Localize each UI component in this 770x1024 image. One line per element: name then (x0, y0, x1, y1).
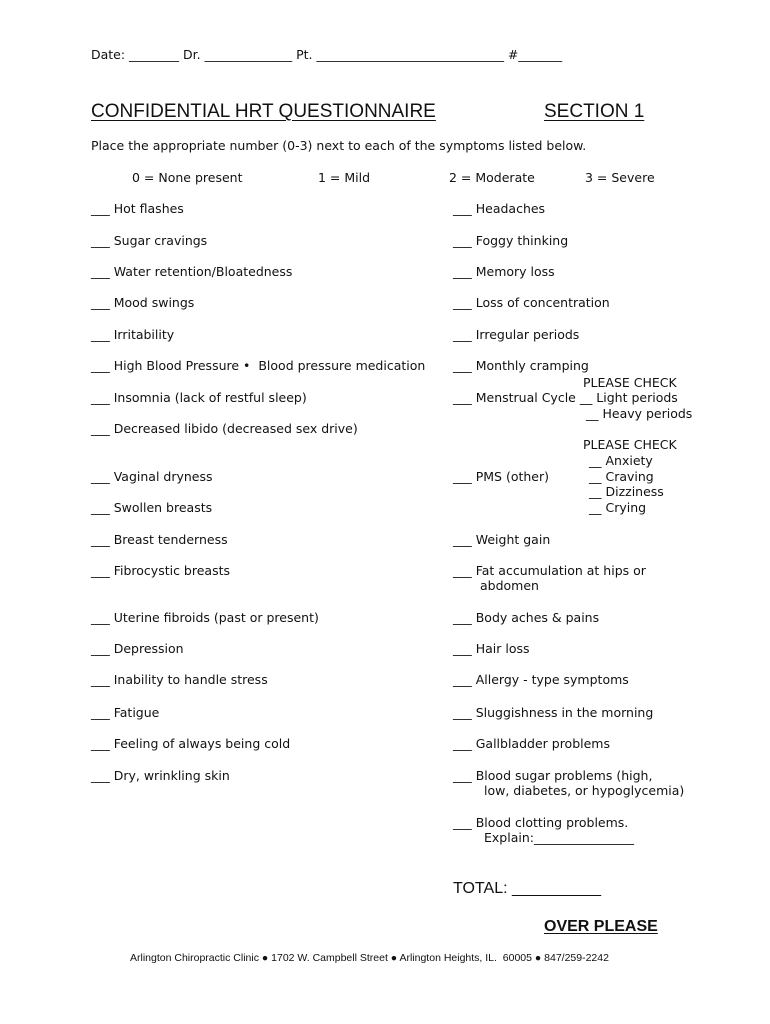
symptom-memory-loss[interactable]: ___ Memory loss (453, 264, 555, 279)
symptom-blood-sugar[interactable]: ___ Blood sugar problems (high, (453, 768, 653, 783)
scale-severe: 3 = Severe (585, 170, 655, 185)
symptom-fat-accumulation[interactable]: ___ Fat accumulation at hips or (453, 563, 646, 578)
option-heavy-periods[interactable]: __ Heavy periods (586, 406, 693, 421)
option-anxiety[interactable]: __ Anxiety (589, 453, 653, 468)
symptom-loss-of-concentration[interactable]: ___ Loss of concentration (453, 295, 610, 310)
symptom-insomnia[interactable]: ___ Insomnia (lack of restful sleep) (91, 390, 307, 405)
symptom-fibrocystic-breasts[interactable]: ___ Fibrocystic breasts (91, 563, 231, 578)
symptom-hot-flashes[interactable]: ___ Hot flashes (91, 201, 184, 216)
header-fields-line: Date: ________ Dr. ______________ Pt. ______________________________ #_______ (91, 47, 563, 62)
symptom-vaginal-dryness[interactable]: ___ Vaginal dryness (91, 469, 213, 484)
symptom-fat-accumulation-cont: abdomen (480, 578, 539, 593)
symptom-water-retention[interactable]: ___ Water retention/Bloatedness (91, 264, 293, 279)
symptom-breast-tenderness[interactable]: ___ Breast tenderness (91, 532, 228, 547)
symptom-dry-skin[interactable]: ___ Dry, wrinkling skin (91, 768, 230, 783)
over-please-note: OVER PLEASE (544, 918, 658, 935)
symptom-body-aches[interactable]: ___ Body aches & pains (453, 610, 600, 625)
symptom-irritability[interactable]: ___ Irritability (91, 327, 175, 342)
section-title: SECTION 1 (544, 101, 645, 122)
please-check-label: PLEASE CHECK (583, 375, 677, 390)
scale-none: 0 = None present (132, 170, 243, 185)
option-craving[interactable]: __ Craving (589, 469, 654, 484)
symptom-gallbladder[interactable]: ___ Gallbladder problems (453, 736, 610, 751)
symptom-fatigue[interactable]: ___ Fatigue (91, 705, 160, 720)
symptom-blood-sugar-cont: low, diabetes, or hypoglycemia) (484, 783, 685, 798)
symptom-blood-clotting[interactable]: ___ Blood clotting problems. (453, 815, 629, 830)
symptom-high-blood-pressure[interactable]: ___ High Blood Pressure • Blood pressure medication (91, 358, 426, 373)
option-crying[interactable]: __ Crying (589, 500, 647, 515)
explain-field[interactable]: Explain:________________ (484, 830, 634, 845)
symptom-allergy[interactable]: ___ Allergy - type symptoms (453, 672, 629, 687)
symptom-sugar-cravings[interactable]: ___ Sugar cravings (91, 233, 208, 248)
symptom-swollen-breasts[interactable]: ___ Swollen breasts (91, 500, 213, 515)
scale-moderate: 2 = Moderate (449, 170, 535, 185)
symptom-weight-gain[interactable]: ___ Weight gain (453, 532, 551, 547)
symptom-uterine-fibroids[interactable]: ___ Uterine fibroids (past or present) (91, 610, 319, 625)
symptom-pms[interactable]: ___ PMS (other) (453, 469, 550, 484)
page-title: CONFIDENTIAL HRT QUESTIONNAIRE (91, 101, 436, 122)
instructions-text: Place the appropriate number (0-3) next to each of the symptoms listed below. (91, 138, 587, 153)
please-check-label: PLEASE CHECK (583, 437, 677, 452)
symptom-headaches[interactable]: ___ Headaches (453, 201, 546, 216)
symptom-foggy-thinking[interactable]: ___ Foggy thinking (453, 233, 569, 248)
symptom-menstrual-cycle[interactable]: ___ Menstrual Cycle __ Light periods (453, 390, 678, 405)
symptom-mood-swings[interactable]: ___ Mood swings (91, 295, 195, 310)
symptom-irregular-periods[interactable]: ___ Irregular periods (453, 327, 580, 342)
symptom-stress[interactable]: ___ Inability to handle stress (91, 672, 268, 687)
symptom-depression[interactable]: ___ Depression (91, 641, 184, 656)
symptom-always-cold[interactable]: ___ Feeling of always being cold (91, 736, 291, 751)
symptom-monthly-cramping[interactable]: ___ Monthly cramping (453, 358, 589, 373)
symptom-decreased-libido[interactable]: ___ Decreased libido (decreased sex drive) (91, 421, 358, 436)
scale-mild: 1 = Mild (318, 170, 371, 185)
total-field[interactable]: TOTAL: __________ (453, 880, 601, 897)
symptom-sluggishness[interactable]: ___ Sluggishness in the morning (453, 705, 654, 720)
symptom-hair-loss[interactable]: ___ Hair loss (453, 641, 530, 656)
footer-clinic-info: Arlington Chiropractic Clinic ● 1702 W. Campbell Street ● Arlington Heights, IL. 60005 ● 847/259-2242 (130, 952, 609, 964)
option-dizziness[interactable]: __ Dizziness (589, 484, 664, 499)
